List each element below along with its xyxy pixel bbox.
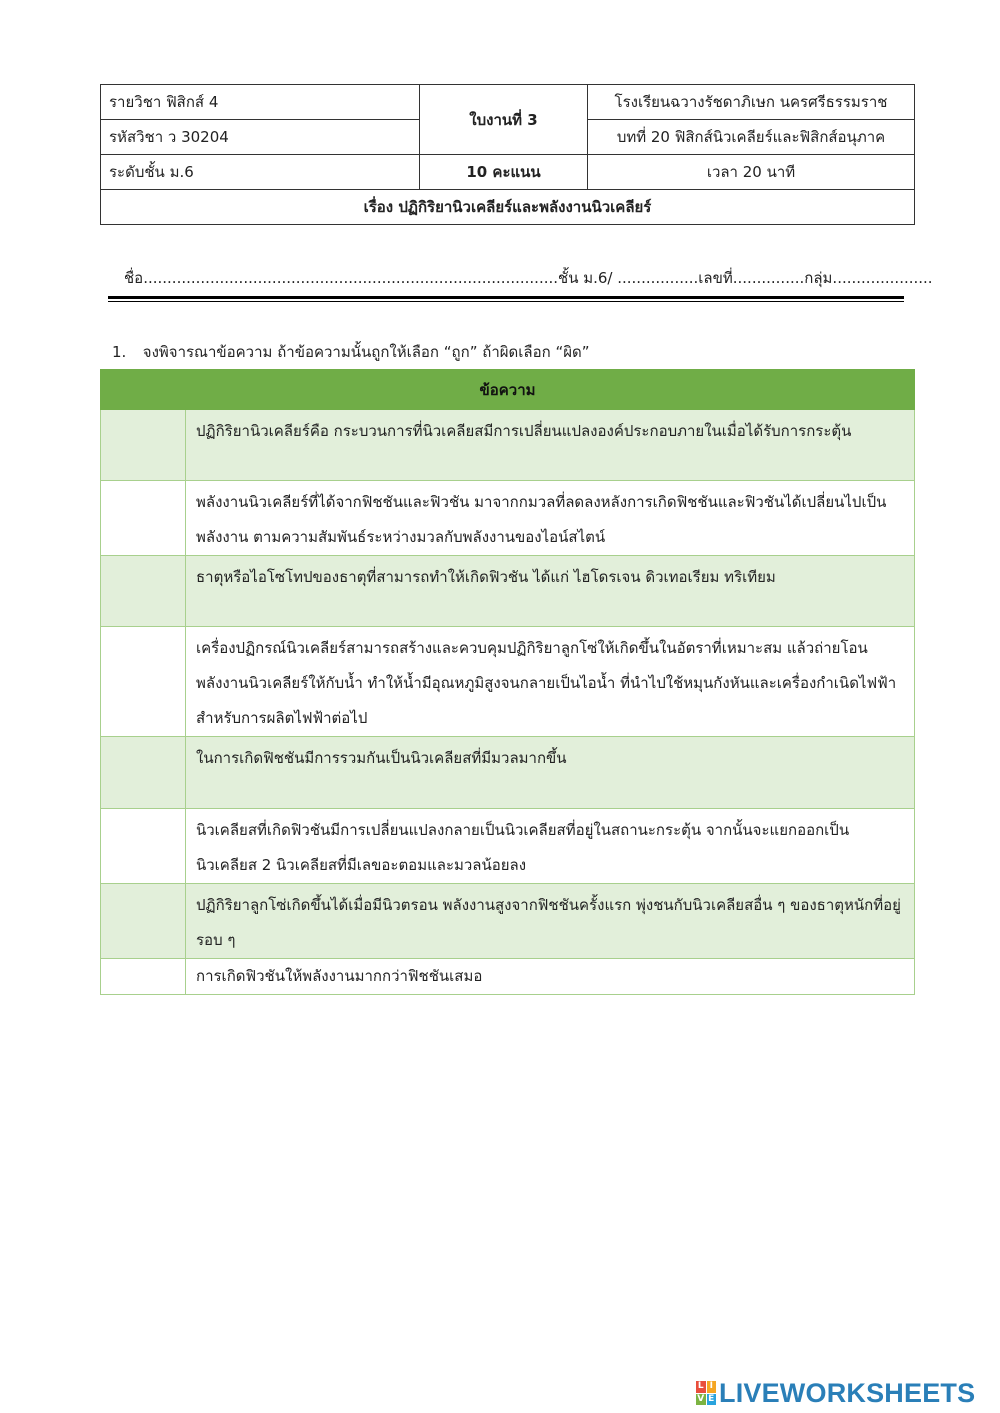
statement-text: พลังงานนิวเคลียร์ที่ได้จากฟิชชันและฟิวชัน มาจากกมวลที่ลดลงหลังการเกิดฟิชชันและฟิวชันได้เปลี่ยนไปเป็นพลังงาน ตามความสัมพันธ์ระหว่างมวลกับพลังงานของไอน์สไตน์ [186, 481, 915, 556]
true-false-dropdown-1[interactable] [101, 410, 186, 481]
worksheet-number-cell: ใบงานที่ 3 [420, 85, 588, 155]
time-cell: เวลา 20 นาที [588, 155, 915, 190]
table-row [101, 481, 915, 556]
table-row [101, 627, 915, 737]
true-false-dropdown-7[interactable] [101, 884, 186, 959]
table-row [101, 556, 915, 627]
logo-badge-icon: L I V E [697, 1381, 715, 1404]
statements-table [100, 369, 915, 995]
true-false-dropdown-5[interactable] [101, 737, 186, 809]
table-row [101, 884, 915, 959]
course-code-cell: รหัสวิชา ว 30204 [101, 120, 420, 155]
statement-text: ปฏิกิริยานิวเคลียร์คือ กระบวนการที่นิวเคลียสมีการเปลี่ยนแปลงองค์ประกอบภายในเมื่อได้รับการกระตุ้น [186, 410, 915, 481]
true-false-dropdown-8[interactable] [101, 959, 186, 995]
question-text: จงพิจารณาข้อความ ถ้าข้อความนั้นถูกให้เลือก “ถูก” ถ้าผิดเลือก “ผิด” [142, 343, 590, 361]
chapter-cell: บทที่ 20 ฟิสิกส์นิวเคลียร์และฟิสิกส์อนุภาค [588, 120, 915, 155]
table-row [101, 809, 915, 884]
worksheet-header-table [100, 84, 915, 225]
statement-text: ในการเกิดฟิชชันมีการรวมกันเป็นนิวเคลียสที่มีมวลมากขึ้น [186, 737, 915, 809]
logo-text: LIVEWORKSHEETS [719, 1377, 976, 1408]
true-false-dropdown-4[interactable] [101, 627, 186, 737]
statement-text: การเกิดฟิวชันให้พลังงานมากกว่าฟิชชันเสมอ [186, 959, 915, 995]
topic-cell: เรื่อง ปฏิกิริยานิวเคลียร์และพลังงานนิวเคลียร์ [101, 190, 915, 225]
student-info-line: ชื่อ.......................................................................................ชั้น ม.6/ .................เลขที่...............กลุ่ม..................... [124, 269, 933, 287]
question-number: 1. [112, 343, 127, 361]
liveworksheets-logo [696, 1378, 975, 1408]
subject-cell: รายวิชา ฟิสิกส์ 4 [101, 85, 420, 120]
statements-header: ข้อความ [101, 370, 915, 410]
table-row [101, 410, 915, 481]
statement-text: ธาตุหรือไอโซโทปของธาตุที่สามารถทำให้เกิดฟิวชัน ได้แก่ ไฮโดรเจน ดิวเทอเรียม ทริเทียม [186, 556, 915, 627]
statement-text: นิวเคลียสที่เกิดฟิวชันมีการเปลี่ยนแปลงกลายเป็นนิวเคลียสที่อยู่ในสถานะกระตุ้น จากนั้นจะแยกออกเป็นนิวเคลียส 2 นิวเคลียสที่มีเลขอะตอมและมวลน้อยลง [186, 809, 915, 884]
score-cell: 10 คะแนน [420, 155, 588, 190]
true-false-dropdown-3[interactable] [101, 556, 186, 627]
grade-level-cell: ระดับชั้น ม.6 [101, 155, 420, 190]
true-false-dropdown-2[interactable] [101, 481, 186, 556]
question-prompt [112, 340, 590, 364]
table-row [101, 737, 915, 809]
true-false-dropdown-6[interactable] [101, 809, 186, 884]
table-row [101, 959, 915, 995]
statement-text: ปฏิกิริยาลูกโซ่เกิดขึ้นได้เมื่อมีนิวตรอน พลังงานสูงจากฟิชชันครั้งแรก พุ่งชนกับนิวเคลียสอื่น ๆ ของธาตุหนักที่อยู่รอบ ๆ [186, 884, 915, 959]
statement-text: เครื่องปฏิกรณ์นิวเคลียร์สามารถสร้างและควบคุมปฏิกิริยาลูกโซ่ให้เกิดขึ้นในอัตราที่เหมาะสม แล้วถ่ายโอนพลังงานนิวเคลียร์ให้กับน้ำ ทำให้น้ำมีอุณหภูมิสูงจนกลายเป็นไอน้ำ ที่นำไปใช้หมุนกังหันและเครื่องกำเนิดไฟฟ้าสำหรับการผลิตไฟฟ้าต่อไป [186, 627, 915, 737]
divider-thick [108, 296, 904, 299]
school-cell: โรงเรียนฉวางรัชดาภิเษก นครศรีธรรมราช [588, 85, 915, 120]
divider-thin [108, 301, 904, 302]
